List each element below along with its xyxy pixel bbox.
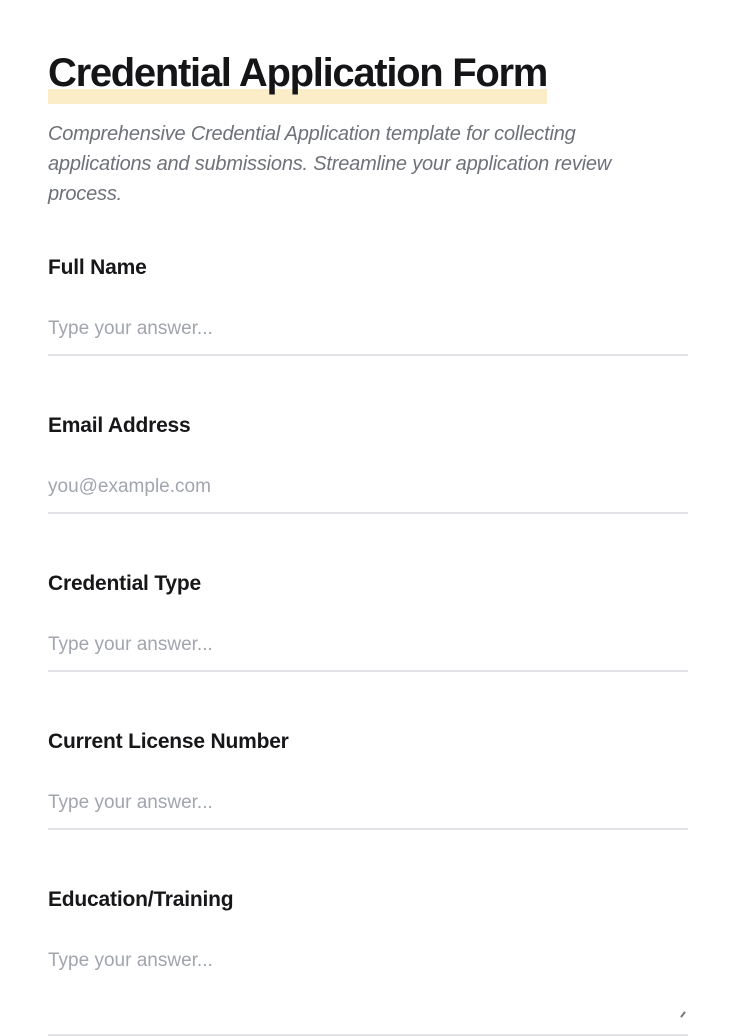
form-description [48, 119, 688, 209]
full-name-input[interactable] [48, 318, 688, 356]
current-license-number-input[interactable] [48, 792, 688, 830]
credential-type-input[interactable] [48, 634, 688, 672]
page-title-block [48, 50, 547, 97]
education-training-input[interactable] [48, 950, 688, 1036]
email-address-input[interactable] [48, 476, 688, 514]
form-description-line: process. [48, 183, 122, 205]
field-credential-type [48, 571, 688, 672]
education-training-label: Education/Training [48, 888, 234, 911]
form-description-line: applications and submissions. Streamline your application review [48, 153, 612, 175]
form-description-line: Comprehensive Credential Application template for collecting [48, 123, 576, 145]
full-name-label: Full Name [48, 256, 147, 279]
email-address-label: Email Address [48, 414, 191, 437]
field-email-address [48, 413, 688, 514]
page-title: Credential Application Form [48, 50, 547, 97]
field-full-name [48, 255, 688, 356]
field-education-training [48, 887, 688, 1036]
field-current-license-number [48, 729, 688, 830]
credential-type-label: Credential Type [48, 572, 201, 595]
current-license-number-label: Current License Number [48, 730, 289, 753]
